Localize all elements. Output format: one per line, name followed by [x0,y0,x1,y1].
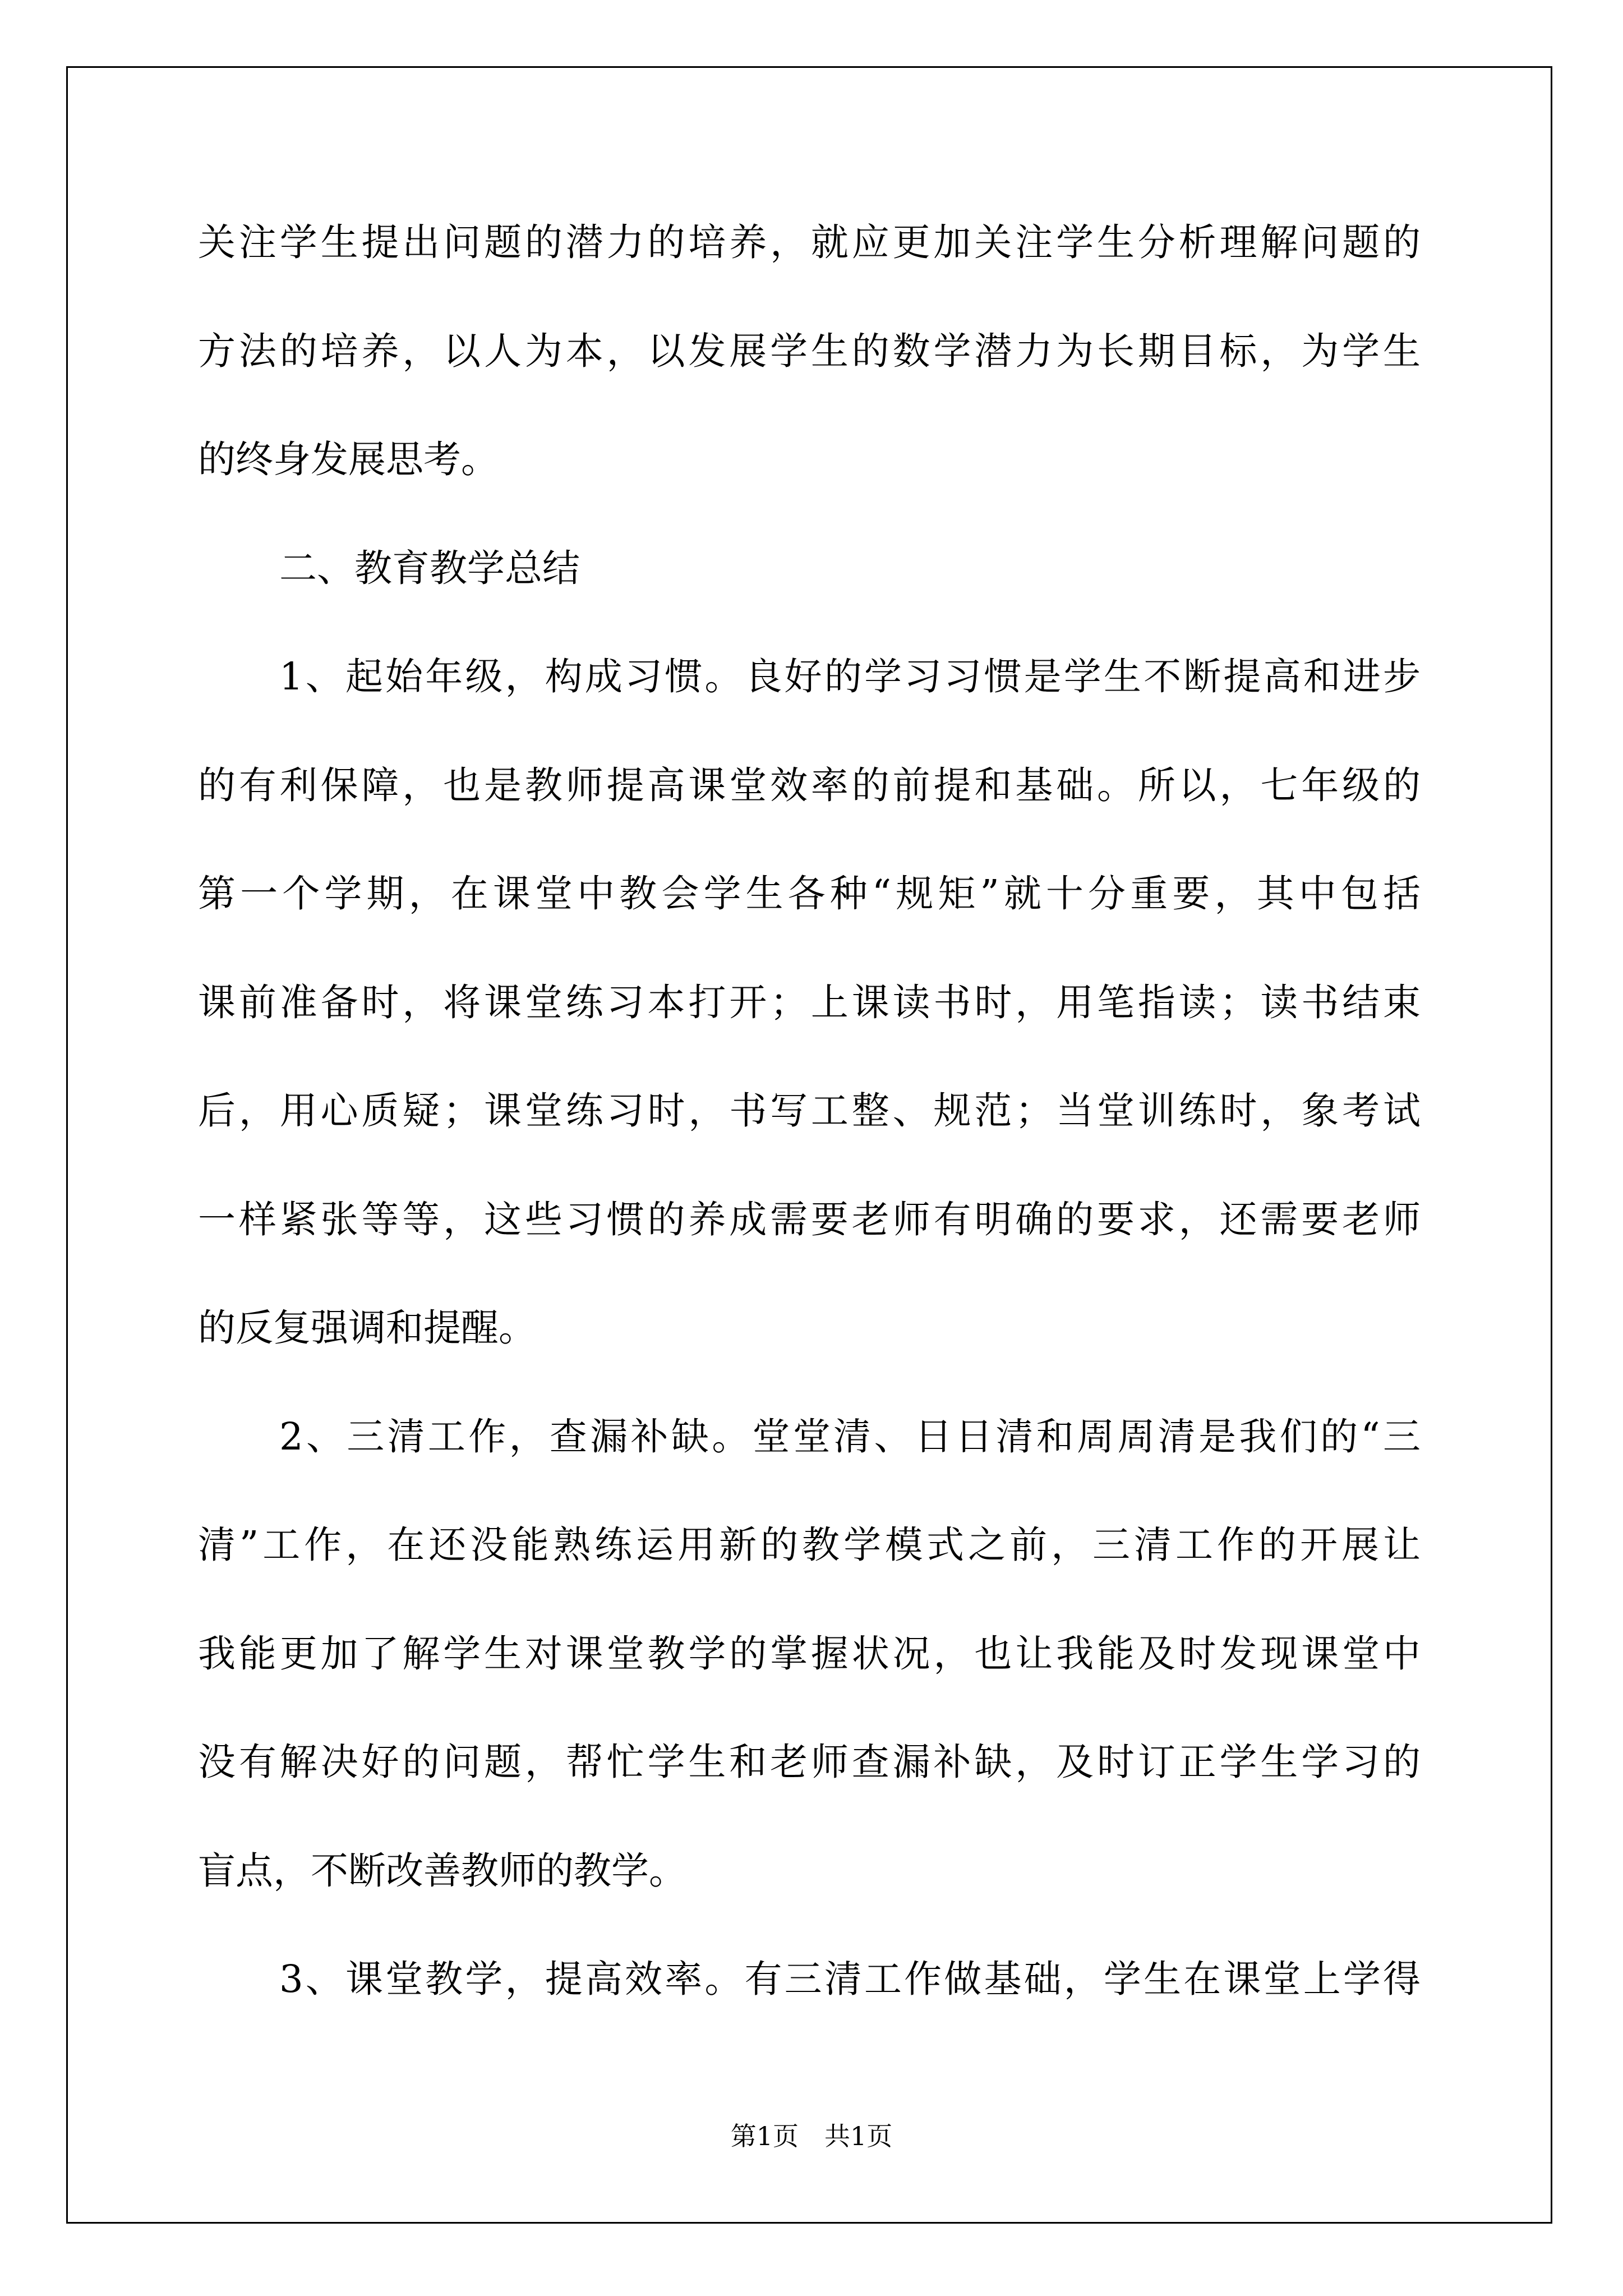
text-line: 方法的培养，以人为本，以发展学生的数学潜力为长期目标，为学生 [198,329,1421,373]
text-line: 的有利保障，也是教师提高课堂效率的前提和基础。所以，七年级的 [198,763,1421,807]
section-heading: 二、教育教学总结 [279,546,580,590]
text-line: 一样紧张等等，这些习惯的养成需要老师有明确的要求，还需要老师 [198,1197,1421,1241]
text-line: 清”工作，在还没能熟练运用新的教学模式之前，三清工作的开展让 [198,1523,1421,1567]
paragraph-start: 2、三清工作，查漏补缺。堂堂清、日日清和周周清是我们的“三 [279,1414,1421,1458]
text-line: 的终身发展思考。 [198,438,499,481]
text-line: 后，用心质疑；课堂练习时，书写工整、规范；当堂训练时，象考试 [198,1089,1421,1133]
text-line: 第一个学期，在课堂中教会学生各种“规矩”就十分重要，其中包括 [198,872,1421,915]
text-line: 我能更加了解学生对课堂教学的掌握状况，也让我能及时发现课堂中 [198,1631,1421,1676]
text-line: 没有解决好的问题，帮忙学生和老师查漏补缺，及时订正学生学习的 [198,1740,1421,1784]
text-line: 课前准备时，将课堂练习本打开；上课读书时，用笔指读；读书结束 [198,980,1421,1024]
text-line: 关注学生提出问题的潜力的培养，就应更加关注学生分析理解问题的 [198,220,1421,264]
text-line: 盲点，不断改善教师的教学。 [198,1848,686,1893]
paragraph-start: 3、课堂教学，提高效率。有三清工作做基础，学生在课堂上学得 [279,1957,1421,2001]
page-footer: 第1页 共1页 [730,2121,893,2151]
text-line: 的反复强调和提醒。 [198,1306,536,1350]
paragraph-start: 1、起始年级，构成习惯。良好的学习习惯是学生不断提高和进步 [279,655,1421,698]
